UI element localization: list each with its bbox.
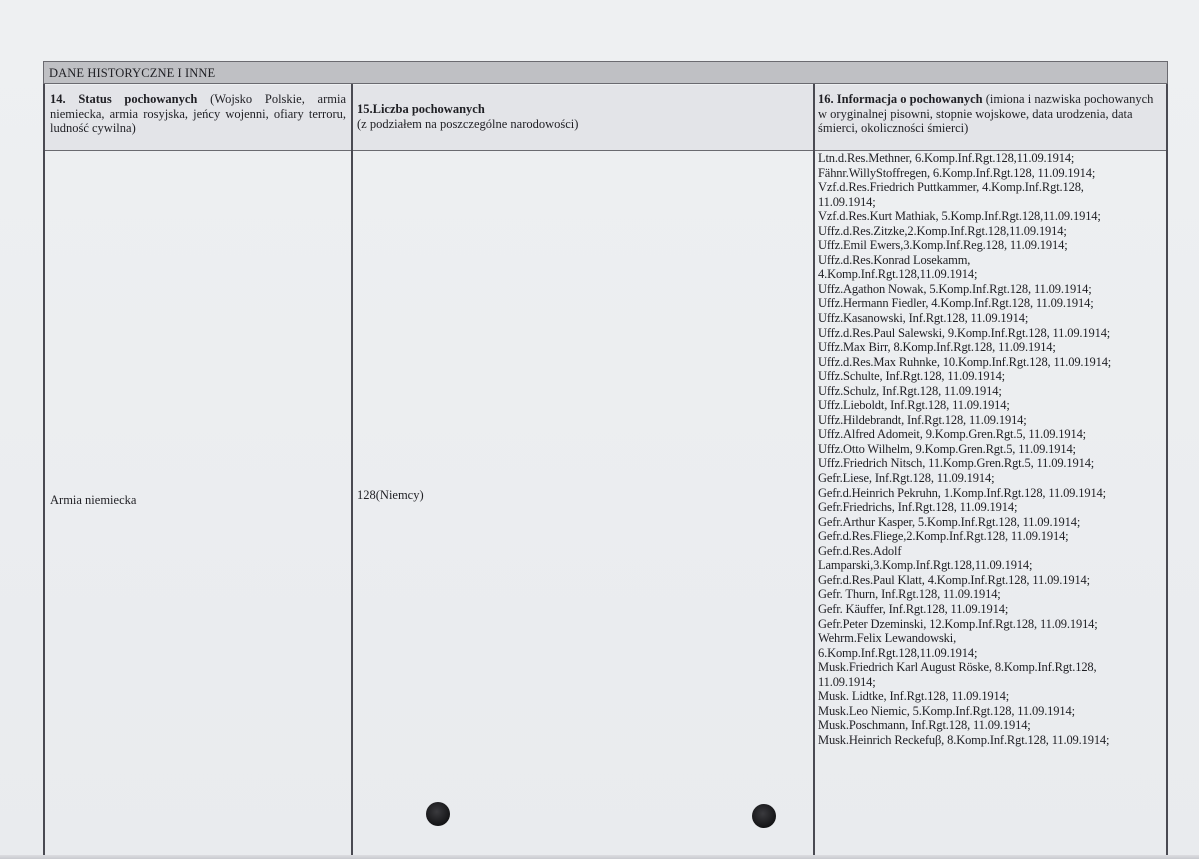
- punch-hole: [752, 804, 776, 828]
- header-informacja-label: 16. Informacja o pochowanych: [818, 92, 983, 106]
- header-informacja-o-pochowanych: [815, 85, 1166, 150]
- buried-person-entry: Uffz.Alfred Adomeit, 9.Komp.Gren.Rgt.5, 11.09.1914;: [818, 427, 1087, 442]
- buried-person-entry: Wehrm.Felix Lewandowski,: [818, 631, 957, 646]
- buried-person-entry: Gefr.d.Heinrich Pekruhn, 1.Komp.Inf.Rgt.128, 11.09.1914;: [818, 485, 1106, 500]
- punch-hole: [426, 802, 450, 826]
- header-status-pochowanych: [45, 85, 351, 150]
- header-status-description: (Wojsko Polskie, armia niemiecka, armia rosyjska, jeńcy wojenni, ofiary terroru, ludność cywilna): [50, 92, 347, 136]
- buried-person-entry: Uffz.Kasanowski, Inf.Rgt.128, 11.09.1914;: [818, 311, 1029, 326]
- buried-person-entry: Uffz.d.Res.Max Ruhnke, 10.Komp.Inf.Rgt.128, 11.09.1914;: [818, 354, 1112, 369]
- buried-person-entry: Gefr.Peter Dzeminski, 12.Komp.Inf.Rgt.128, 11.09.1914;: [818, 616, 1098, 631]
- column-divider-14-15: [351, 84, 353, 859]
- buried-person-entry: Lamparski,3.Komp.Inf.Rgt.128,11.09.1914;: [818, 558, 1033, 573]
- buried-person-entry: Uffz.Lieboldt, Inf.Rgt.128, 11.09.1914;: [818, 398, 1010, 413]
- header-liczba-description: (z podziałem na poszczególne narodowości): [357, 116, 579, 131]
- buried-person-entry: Musk.Poschmann, Inf.Rgt.128, 11.09.1914;: [818, 718, 1031, 733]
- buried-person-entry: 4.Komp.Inf.Rgt.128,11.09.1914;: [818, 267, 978, 282]
- buried-person-entry: Gefr. Thurn, Inf.Rgt.128, 11.09.1914;: [818, 587, 1001, 602]
- buried-person-entry: Uffz.Schulte, Inf.Rgt.128, 11.09.1914;: [818, 369, 1005, 384]
- buried-person-entry: Gefr.d.Res.Adolf: [818, 543, 902, 558]
- buried-person-entry: Musk. Lidtke, Inf.Rgt.128, 11.09.1914;: [818, 689, 1010, 704]
- buried-person-entry: Musk.Leo Niemic, 5.Komp.Inf.Rgt.128, 11.09.1914;: [818, 703, 1075, 718]
- table-border-left: [43, 84, 45, 859]
- buried-person-entry: Uffz.Max Birr, 8.Komp.Inf.Rgt.128, 11.09.1914;: [818, 340, 1056, 355]
- buried-person-entry: Vzf.d.Res.Friedrich Puttkammer, 4.Komp.Inf.Rgt.128,: [818, 180, 1084, 195]
- header-liczba-label: 15.Liczba pochowanych: [357, 102, 485, 116]
- buried-person-entry: Uffz.Emil Ewers,3.Komp.Inf.Reg.128, 11.09.1914;: [818, 238, 1068, 253]
- buried-person-entry: 6.Komp.Inf.Rgt.128,11.09.1914;: [818, 645, 978, 660]
- buried-person-entry: 11.09.1914;: [818, 674, 876, 689]
- header-liczba-pochowanych: [353, 85, 813, 150]
- buried-person-entry: Musk.Friedrich Karl August Röske, 8.Komp.Inf.Rgt.128,: [818, 660, 1097, 675]
- historical-data-form: [43, 61, 1168, 859]
- buried-person-entry: Uffz.d.Res.Paul Salewski, 9.Komp.Inf.Rgt.128, 11.09.1914;: [818, 325, 1111, 340]
- buried-person-entry: Uffz.Friedrich Nitsch, 11.Komp.Gren.Rgt.5, 11.09.1914;: [818, 456, 1095, 471]
- buried-person-entry: Uffz.d.Res.Konrad Losekamm,: [818, 252, 971, 267]
- buried-person-entry: Uffz.Hildebrandt, Inf.Rgt.128, 11.09.1914;: [818, 412, 1027, 427]
- buried-persons-list: [817, 151, 1167, 747]
- column-divider-15-16: [813, 84, 815, 859]
- buried-person-entry: Gefr.d.Res.Paul Klatt, 4.Komp.Inf.Rgt.128, 11.09.1914;: [818, 572, 1090, 587]
- buried-person-entry: Vzf.d.Res.Kurt Mathiak, 5.Komp.Inf.Rgt.128,11.09.1914;: [818, 209, 1101, 224]
- buried-person-entry: Gefr.Arthur Kasper, 5.Komp.Inf.Rgt.128, 11.09.1914;: [818, 514, 1081, 529]
- buried-person-entry: Uffz.Otto Wilhelm, 9.Komp.Gren.Rgt.5, 11.09.1914;: [818, 441, 1076, 456]
- buried-person-entry: 11.09.1914;: [818, 194, 876, 209]
- buried-person-entry: Fähnr.WillyStoffregen, 6.Komp.Inf.Rgt.128, 11.09.1914;: [818, 165, 1096, 180]
- buried-person-entry: Gefr.d.Res.Fliege,2.Komp.Inf.Rgt.128, 11.09.1914;: [818, 529, 1069, 544]
- buried-person-entry: Uffz.Schulz, Inf.Rgt.128, 11.09.1914;: [818, 383, 1002, 398]
- page-bottom-edge: [0, 855, 1199, 859]
- header-informacja-description: (imiona i nazwiska pochowanych w oryginalnej pisowni, stopnie wojskowe, data urodzenia, data śmierci, okoliczności śmierci): [818, 92, 1154, 136]
- buried-person-entry: Gefr. Käuffer, Inf.Rgt.128, 11.09.1914;: [818, 601, 1009, 616]
- buried-person-entry: Gefr.Liese, Inf.Rgt.128, 11.09.1914;: [818, 471, 995, 486]
- count-value: 128(Niemcy): [357, 488, 424, 502]
- status-value: Armia niemiecka: [50, 493, 137, 507]
- buried-person-entry: Musk.Heinrich Reckefuβ, 8.Komp.Inf.Rgt.128, 11.09.1914;: [818, 732, 1110, 747]
- buried-person-entry: Uffz.Agathon Nowak, 5.Komp.Inf.Rgt.128, 11.09.1914;: [818, 281, 1092, 296]
- buried-person-entry: Uffz.d.Res.Zitzke,2.Komp.Inf.Rgt.128,11.09.1914;: [818, 223, 1067, 238]
- section-title: DANE HISTORYCZNE I INNE: [49, 66, 216, 80]
- section-header: [43, 61, 1168, 84]
- buried-person-entry: Ltn.d.Res.Methner, 6.Komp.Inf.Rgt.128,11.09.1914;: [818, 151, 1075, 165]
- header-status-label: 14. Status pochowanych: [50, 92, 198, 106]
- buried-person-entry: Uffz.Hermann Fiedler, 4.Komp.Inf.Rgt.128, 11.09.1914;: [818, 296, 1094, 311]
- buried-person-entry: Gefr.Friedrichs, Inf.Rgt.128, 11.09.1914;: [818, 500, 1018, 515]
